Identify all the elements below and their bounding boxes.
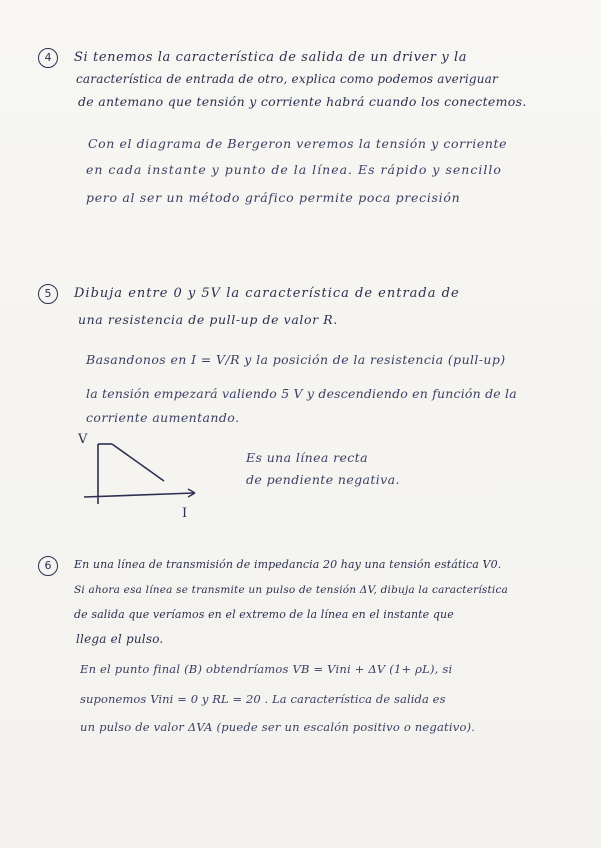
answer-5-line-1: Basandonos en I = V/R y la posición de la resistencia (pull-up) — [86, 352, 506, 367]
question-4-line-3: de antemano que tensión y corriente habrá cuando los conectemos. — [78, 94, 527, 109]
answer-5-line-2: la tensión empezará valiendo 5 V y descendiendo en función de la — [86, 386, 517, 401]
answer-6-line-1: En el punto final (B) obtendríamos VB = Vini + ΔV (1+ ρL), si — [80, 662, 453, 676]
question-6-line-2: Si ahora esa línea se transmite un pulso de tensión ΔV, dibuja la característica — [74, 584, 509, 596]
answer-4-line-2: en cada instante y punto de la línea. Es rápido y sencillo — [86, 162, 502, 177]
question-5-number: 5 — [38, 284, 58, 304]
horizontal-axis — [84, 493, 194, 497]
answer-4-line-1: Con el diagrama de Bergeron veremos la tensión y corriente — [88, 136, 508, 151]
answer-5-line-3: corriente aumentando. — [86, 410, 240, 425]
question-6-line-1: En una línea de transmisión de impedancia 20 hay una tensión estática V0. — [74, 558, 502, 571]
question-6-line-3: de salida que veríamos en el extremo de la línea en el instante que — [74, 608, 454, 621]
question-5-line-1: Dibuja entre 0 y 5V la característica de entrada de — [74, 286, 460, 301]
question-6-number: 6 — [38, 556, 58, 576]
question-6-line-4: llega el pulso. — [76, 632, 164, 646]
q5-note-line-1: Es una línea recta — [246, 450, 368, 465]
q5-note-line-2: de pendiente negativa. — [246, 472, 400, 487]
question-4-number: 4 — [38, 48, 58, 68]
question-4-line-2: característica de entrada de otro, explica como podemos averiguar — [76, 72, 498, 86]
negative-slope-line — [112, 444, 164, 481]
answer-6-line-2: suponemos Vini = 0 y RL = 20 . La característica de salida es — [80, 692, 446, 706]
answer-4-line-3: pero al ser un método gráfico permite poca precisión — [86, 190, 461, 205]
question-5-line-2: una resistencia de pull-up de valor R. — [78, 312, 338, 327]
x-axis-label: I — [182, 506, 188, 521]
question-4-line-1: Si tenemos la característica de salida de un driver y la — [74, 50, 468, 65]
y-axis-label: V — [78, 432, 88, 447]
answer-6-line-3: un pulso de valor ΔVA (puede ser un escalón positivo o negativo). — [80, 720, 476, 734]
